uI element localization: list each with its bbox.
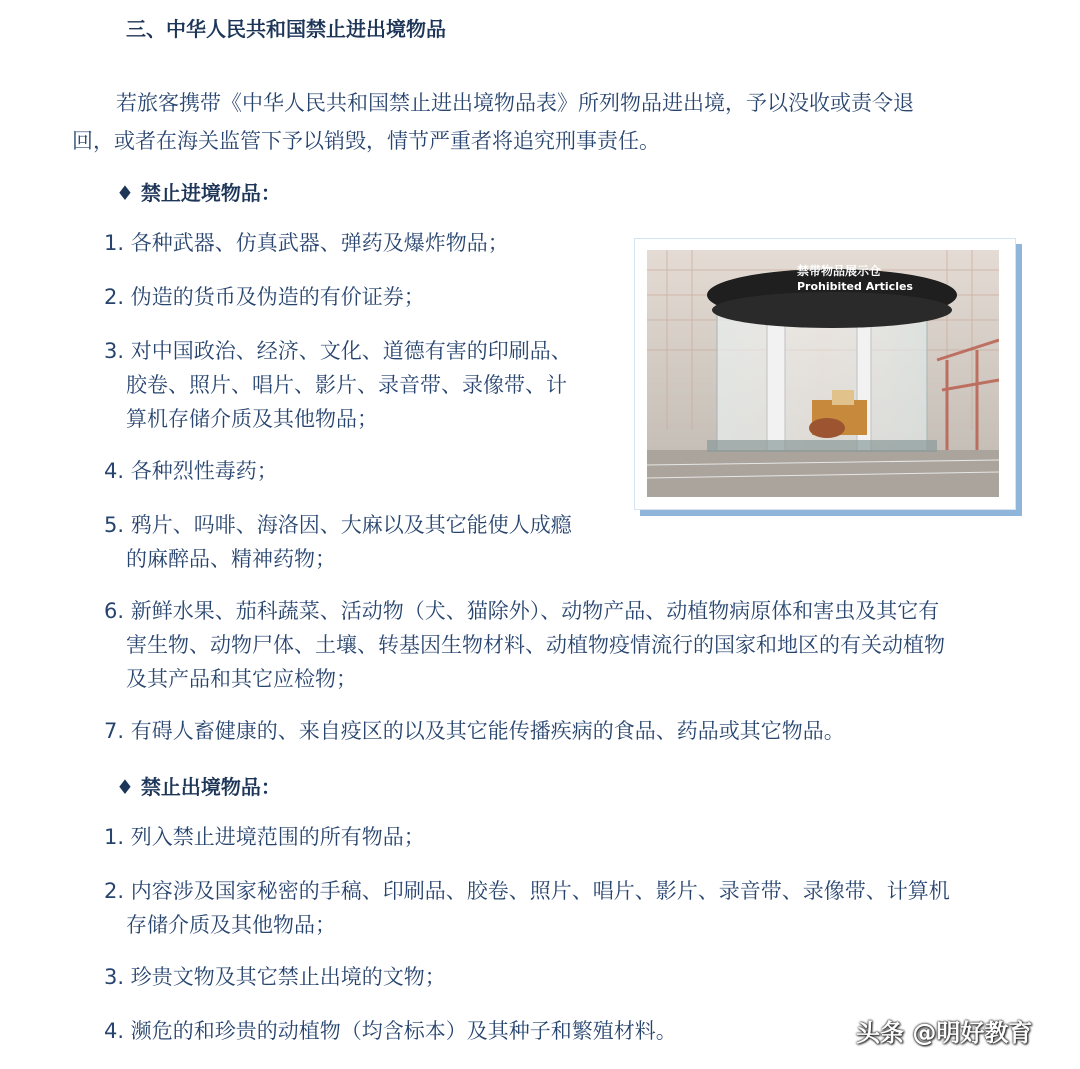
entry-heading: ♦ 禁止进境物品： [116, 181, 281, 205]
sign-english-text: Prohibited Articles [797, 280, 913, 293]
exit-item-3: 3. 珍贵文物及其它禁止出境的文物； [104, 965, 446, 989]
watermark-text: 头条 @明好教育 [856, 1019, 1033, 1047]
exit-item-1: 1. 列入禁止进境范围的所有物品； [104, 825, 425, 849]
photo-frame [634, 238, 1016, 510]
entry-item-2: 2. 伪造的货币及伪造的有价证券； [104, 285, 425, 309]
entry-item-3-line-2: 胶卷、照片、唱片、影片、录音带、录像带、计 [126, 373, 567, 397]
intro-line-2: 回，或者在海关监管下予以销毁，情节严重者将追究刑事责任。 [72, 129, 660, 153]
entry-item-6-line-3: 及其产品和其它应检物； [126, 667, 357, 691]
entry-item-3-line-3: 算机存储介质及其他物品； [126, 407, 378, 431]
entry-item-6-line-2: 害生物、动物尸体、土壤、转基因生物材料、动植物疫情流行的国家和地区的有关动植物 [126, 633, 945, 657]
entry-item-6-line-1: 6. 新鲜水果、茄科蔬菜、活动物（犬、猫除外）、动物产品、动植物病原体和害虫及其它有 [104, 599, 940, 623]
intro-line-1: 若旅客携带《中华人民共和国禁止进出境物品表》所列物品进出境，予以没收或责令退 [116, 91, 914, 115]
exit-heading: ♦ 禁止出境物品： [116, 775, 281, 799]
exit-item-4: 4. 濒危的和珍贵的动植物（均含标本）及其种子和繁殖材料。 [104, 1019, 677, 1043]
entry-item-7: 7. 有碍人畜健康的、来自疫区的以及其它能传播疾病的食品、药品或其它物品。 [104, 719, 845, 743]
section-title: 三、中华人民共和国禁止进出境物品 [126, 17, 446, 41]
entry-item-1: 1. 各种武器、仿真武器、弹药及爆炸物品； [104, 231, 509, 255]
prohibited-articles-photo [647, 250, 999, 497]
entry-item-5-line-2: 的麻醉品、精神药物； [126, 547, 336, 571]
exit-item-2-line-2: 存储介质及其他物品； [126, 913, 336, 937]
airport-hall-illustration [647, 250, 999, 497]
entry-item-5-line-1: 5. 鸦片、吗啡、海洛因、大麻以及其它能使人成瘾 [104, 513, 572, 537]
entry-item-3-line-1: 3. 对中国政治、经济、文化、道德有害的印刷品、 [104, 339, 572, 363]
exit-item-2-line-1: 2. 内容涉及国家秘密的手稿、印刷品、胶卷、照片、唱片、影片、录音带、录像带、计算机 [104, 879, 950, 903]
sign-chinese-text: 禁带物品展示仓 [797, 264, 882, 278]
entry-item-4: 4. 各种烈性毒药； [104, 459, 278, 483]
